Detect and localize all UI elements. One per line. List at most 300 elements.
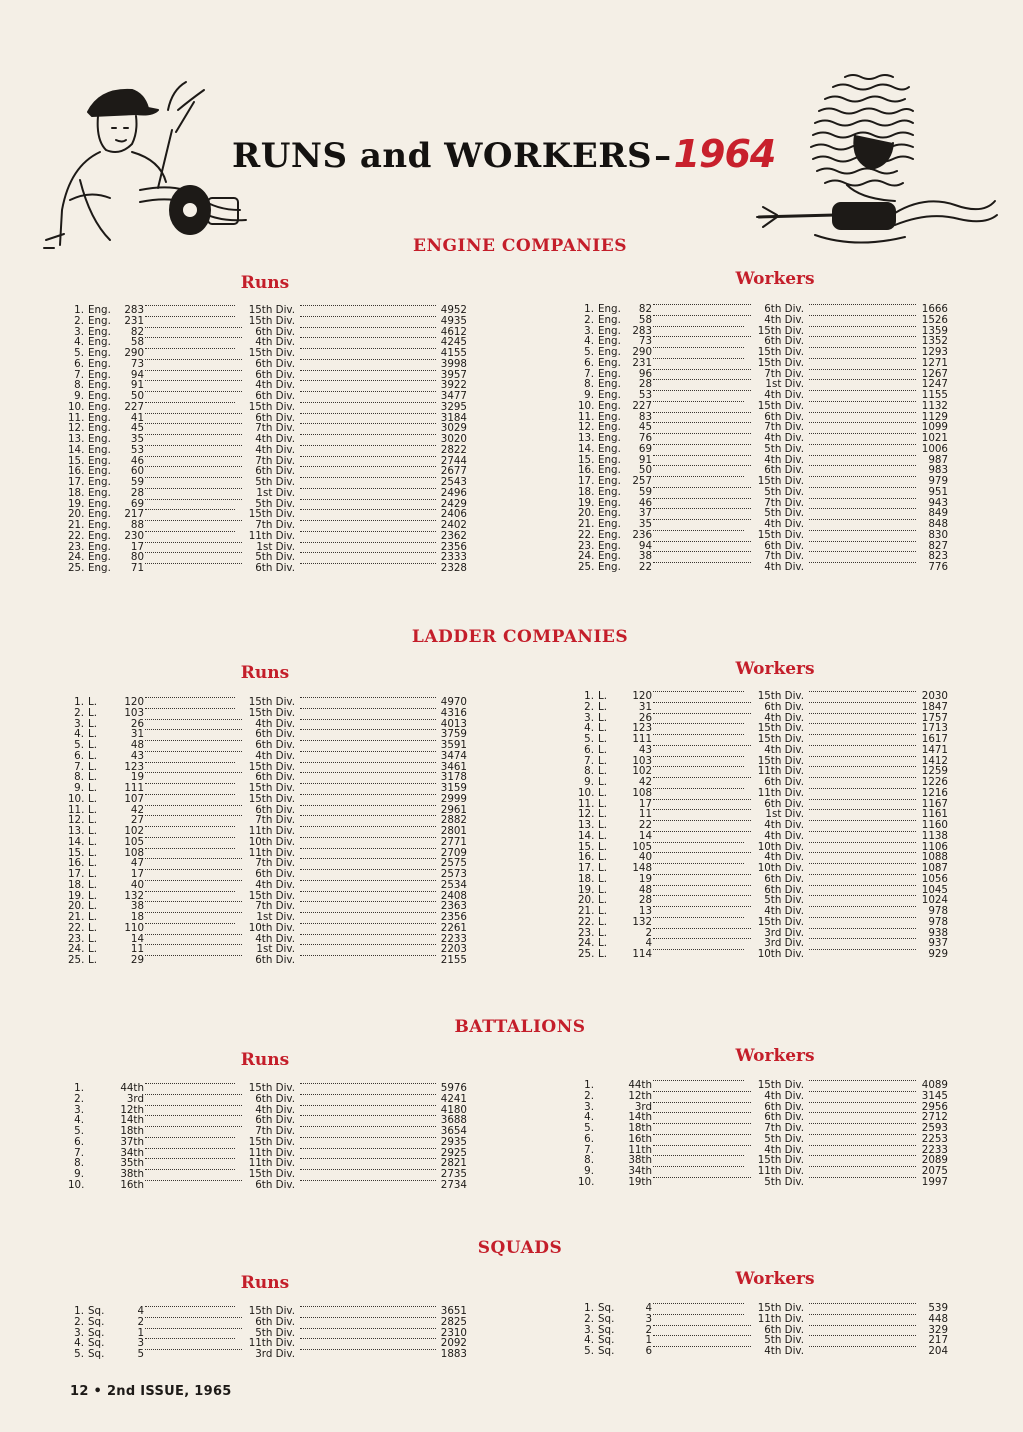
division: 11th Div.: [248, 825, 295, 837]
rank: 9.: [74, 1168, 84, 1180]
rank: 19.: [68, 497, 85, 510]
unit-type: Eng.: [88, 336, 111, 349]
dot-leader: [145, 1094, 242, 1095]
division: 15th Div.: [248, 400, 295, 413]
company-number: 103: [632, 754, 652, 767]
title-main: RUNS and WORKERS: [232, 136, 653, 176]
runs-count: 2356: [440, 911, 467, 923]
dot-leader: [653, 745, 751, 746]
dot-leader: [653, 412, 751, 413]
unit-type: Eng.: [88, 314, 111, 327]
dot-leader: [809, 831, 916, 832]
division: 6th Div.: [764, 872, 804, 885]
squads-runs-heading: Runs: [240, 1273, 290, 1293]
runs-count: 2744: [440, 454, 467, 467]
company-number: 45: [130, 422, 144, 435]
dot-leader: [653, 1145, 751, 1146]
table-row: [578, 799, 948, 810]
unit-type: L.: [88, 728, 98, 741]
company-number: 110: [124, 921, 144, 934]
dot-leader: [653, 465, 751, 466]
company-number: 44th: [628, 1079, 652, 1091]
division: 4th Div.: [255, 878, 295, 891]
workers-count: 448: [928, 1312, 948, 1325]
unit-type: Eng.: [88, 400, 111, 413]
division: 5th Div.: [255, 551, 295, 564]
dot-leader: [809, 1145, 916, 1146]
dot-leader: [809, 369, 916, 370]
company-number: 88: [130, 519, 144, 531]
unit-type: L.: [88, 739, 98, 751]
unit-type: L.: [598, 840, 608, 853]
company-number: 123: [124, 760, 144, 773]
dot-leader: [300, 805, 436, 806]
unit-type: Eng.: [598, 346, 621, 358]
dot-leader: [653, 756, 744, 757]
division: 6th Div.: [255, 954, 295, 966]
dot-leader: [809, 852, 916, 853]
company-number: 50: [638, 464, 652, 477]
rank: 5.: [74, 1348, 84, 1360]
dot-leader: [653, 809, 751, 810]
unit-type: Eng.: [88, 411, 111, 424]
unit-type: Eng.: [598, 421, 621, 434]
division: 6th Div.: [764, 1100, 804, 1113]
dot-leader: [653, 315, 751, 316]
dot-leader: [300, 762, 436, 763]
dot-leader: [809, 777, 916, 778]
workers-count: 1088: [921, 851, 948, 864]
table-row: [578, 304, 948, 315]
rank: 18.: [68, 486, 85, 499]
dot-leader: [145, 1317, 242, 1318]
rank: 20.: [68, 508, 85, 521]
company-number: 17: [130, 540, 144, 553]
rank: 24.: [68, 551, 85, 564]
unit-type: L.: [88, 749, 98, 762]
dot-leader: [300, 944, 436, 945]
dot-leader: [809, 723, 916, 724]
runs-count: 3159: [440, 782, 467, 794]
dot-leader: [653, 369, 751, 370]
dot-leader: [809, 433, 916, 434]
rank: 5.: [584, 733, 594, 745]
rank: 4.: [584, 1111, 594, 1124]
division: 10th Div.: [248, 835, 295, 848]
rank: 11.: [68, 803, 85, 816]
division: 6th Div.: [255, 368, 295, 381]
rank: 6.: [584, 356, 594, 369]
division: 6th Div.: [255, 728, 295, 741]
battalions-runs-table: [68, 1083, 467, 1191]
dot-leader: [145, 402, 235, 403]
ladder-workers-table: [578, 691, 948, 960]
division: 15th Div.: [757, 733, 804, 745]
workers-count: 1099: [921, 421, 948, 434]
workers-count: 2593: [921, 1122, 948, 1134]
dot-leader: [653, 1346, 751, 1347]
company-number: 230: [124, 529, 144, 542]
runs-count: 2429: [440, 497, 467, 510]
company-number: 26: [130, 717, 144, 730]
dot-leader: [300, 466, 436, 467]
unit-type: L.: [88, 921, 98, 934]
unit-type: Eng.: [598, 432, 621, 444]
table-row: [578, 541, 948, 552]
company-number: 28: [638, 894, 652, 907]
dot-leader: [145, 477, 242, 478]
division: 4th Div.: [764, 851, 804, 864]
runs-count: 2310: [440, 1326, 467, 1339]
division: 11th Div.: [248, 1146, 295, 1159]
dot-leader: [145, 1105, 242, 1106]
division: 6th Div.: [764, 1323, 804, 1336]
rank: 21.: [68, 519, 85, 531]
runs-count: 4155: [440, 347, 467, 359]
dot-leader: [145, 891, 235, 892]
rank: 2.: [74, 1315, 84, 1328]
company-number: 40: [130, 878, 144, 891]
division: 15th Div.: [757, 722, 804, 735]
division: 6th Div.: [255, 357, 295, 370]
workers-count: 938: [928, 926, 948, 939]
division: 15th Div.: [248, 760, 295, 773]
dot-leader: [653, 476, 744, 477]
dot-leader: [653, 487, 751, 488]
dot-leader: [300, 1148, 436, 1149]
rank: 8.: [74, 1157, 84, 1170]
unit-type: Sq.: [88, 1337, 105, 1350]
division: 1st Div.: [256, 911, 295, 923]
company-number: 13: [638, 905, 652, 917]
dot-leader: [300, 370, 436, 371]
division: 4th Div.: [255, 749, 295, 762]
division: 15th Div.: [757, 1079, 804, 1091]
dot-leader: [809, 562, 916, 563]
workers-count: 2089: [921, 1154, 948, 1167]
company-number: 43: [130, 749, 144, 762]
runs-count: 2735: [440, 1168, 467, 1180]
table-row: [68, 488, 467, 499]
dot-leader: [809, 1123, 916, 1124]
company-number: 76: [638, 432, 652, 444]
dot-leader: [653, 874, 751, 875]
company-number: 44th: [120, 1082, 144, 1094]
workers-count: 1160: [921, 819, 948, 831]
table-row: [578, 1335, 948, 1346]
rank: 1.: [584, 1079, 594, 1091]
dot-leader: [145, 1328, 242, 1329]
workers-count: 1259: [921, 765, 948, 778]
division: 15th Div.: [757, 1154, 804, 1167]
engine-workers-table: [578, 304, 948, 573]
company-number: 120: [124, 696, 144, 708]
company-number: 257: [632, 475, 652, 487]
rank: 17.: [68, 868, 85, 880]
division: 4th Div.: [764, 819, 804, 831]
dot-leader: [300, 1126, 436, 1127]
runs-count: 2362: [440, 529, 467, 542]
company-number: 18th: [628, 1122, 652, 1134]
dot-leader: [809, 917, 916, 918]
workers-count: 1352: [921, 335, 948, 348]
rank: 2.: [584, 1312, 594, 1325]
company-number: 94: [130, 368, 144, 381]
engine-workers-heading: Workers: [735, 269, 815, 289]
company-number: 3: [645, 1312, 652, 1325]
unit-type: L.: [598, 883, 608, 896]
table-row: [578, 412, 948, 423]
workers-count: 2233: [921, 1143, 948, 1156]
rank: 4.: [584, 722, 594, 735]
unit-type: L.: [598, 808, 608, 821]
runs-count: 3651: [440, 1305, 467, 1317]
unit-type: L.: [88, 889, 98, 902]
dot-leader: [300, 488, 436, 489]
rank: 7.: [584, 1143, 594, 1156]
dot-leader: [145, 359, 242, 360]
battalions-workers-heading: Workers: [735, 1046, 815, 1066]
dot-leader: [653, 1123, 751, 1124]
company-number: 132: [632, 915, 652, 928]
division: 6th Div.: [255, 325, 295, 338]
runs-count: 2999: [440, 792, 467, 805]
dot-leader: [145, 762, 235, 763]
rank: 25.: [68, 954, 85, 966]
company-number: 4: [137, 1305, 144, 1317]
company-number: 19th: [628, 1175, 652, 1188]
dot-leader: [300, 858, 436, 859]
division: 15th Div.: [248, 1135, 295, 1148]
dot-leader: [653, 530, 744, 531]
rank: 4.: [74, 728, 84, 741]
rank: 5.: [74, 1125, 84, 1137]
rank: 25.: [578, 948, 595, 960]
company-number: 48: [130, 739, 144, 751]
dot-leader: [653, 949, 744, 950]
runs-count: 4970: [440, 696, 467, 708]
company-number: 16th: [120, 1178, 144, 1191]
dot-leader: [145, 531, 235, 532]
unit-type: Eng.: [88, 454, 111, 467]
ladder-runs-table: [68, 697, 467, 966]
division: 6th Div.: [255, 771, 295, 784]
dot-leader: [300, 740, 436, 741]
division: 15th Div.: [248, 706, 295, 719]
dot-leader: [145, 912, 242, 913]
unit-type: Eng.: [88, 529, 111, 542]
dot-leader: [145, 456, 242, 457]
dot-leader: [145, 563, 242, 564]
table-row: [578, 508, 948, 519]
rank: 7.: [584, 754, 594, 767]
rank: 22.: [68, 529, 85, 542]
rank: 10.: [68, 1178, 85, 1191]
dot-leader: [300, 509, 436, 510]
dot-leader: [300, 1338, 436, 1339]
unit-type: Eng.: [88, 304, 111, 316]
dot-leader: [653, 358, 744, 359]
company-number: 46: [638, 496, 652, 509]
division: 7th Div.: [255, 454, 295, 467]
dot-leader: [653, 551, 751, 552]
company-number: 83: [638, 410, 652, 423]
unit-type: Eng.: [88, 368, 111, 381]
unit-type: L.: [88, 868, 98, 880]
division: 7th Div.: [764, 496, 804, 509]
unit-type: L.: [88, 717, 98, 730]
rank: 3.: [74, 1103, 84, 1116]
rank: 22.: [578, 915, 595, 928]
dot-leader: [809, 422, 916, 423]
company-number: 2: [137, 1315, 144, 1328]
unit-type: L.: [88, 900, 98, 913]
workers-count: 830: [928, 528, 948, 541]
division: 15th Div.: [248, 792, 295, 805]
unit-type: Eng.: [88, 443, 111, 456]
title-year: 1964: [673, 132, 776, 176]
table-row: [578, 734, 948, 745]
company-number: 27: [130, 814, 144, 827]
company-number: 45: [638, 421, 652, 434]
dot-leader: [145, 1115, 242, 1116]
dot-leader: [653, 401, 744, 402]
dot-leader: [653, 820, 751, 821]
runs-count: 3654: [440, 1125, 467, 1137]
division: 6th Div.: [255, 1114, 295, 1127]
company-number: 123: [632, 722, 652, 735]
dot-leader: [300, 1180, 436, 1181]
rank: 23.: [578, 539, 595, 552]
dot-leader: [145, 772, 242, 773]
runs-count: 2822: [440, 443, 467, 456]
squads-section-title: SQUADS: [477, 1238, 563, 1258]
company-number: 59: [638, 485, 652, 498]
table-row: [68, 402, 467, 413]
unit-type: Eng.: [88, 562, 111, 574]
unit-type: Sq.: [88, 1305, 105, 1317]
division: 11th Div.: [248, 1157, 295, 1170]
division: 1st Div.: [765, 378, 804, 391]
rank: 16.: [578, 464, 595, 477]
division: 11th Div.: [248, 1337, 295, 1350]
unit-type: Eng.: [598, 464, 621, 477]
unit-type: Eng.: [598, 367, 621, 380]
division: 1st Div.: [765, 808, 804, 821]
rank: 3.: [584, 711, 594, 724]
dot-leader: [300, 934, 436, 935]
dot-leader: [300, 552, 436, 553]
dot-leader: [809, 809, 916, 810]
unit-type: Eng.: [88, 519, 111, 531]
dot-leader: [809, 906, 916, 907]
unit-type: Eng.: [598, 324, 621, 337]
dot-leader: [145, 1126, 242, 1127]
table-row: [578, 1177, 948, 1188]
engine-runs-table: [68, 305, 467, 574]
table-row: [68, 794, 467, 805]
dot-leader: [145, 826, 235, 827]
table-row: [68, 880, 467, 891]
rank: 12.: [68, 814, 85, 827]
division: 6th Div.: [255, 411, 295, 424]
dot-leader: [653, 917, 744, 918]
rank: 6.: [74, 357, 84, 370]
division: 11th Div.: [757, 1165, 804, 1177]
dot-leader: [300, 359, 436, 360]
rank: 14.: [578, 442, 595, 455]
workers-count: 2956: [921, 1100, 948, 1113]
division: 15th Div.: [757, 399, 804, 412]
unit-type: L.: [88, 835, 98, 848]
dot-leader: [653, 1314, 744, 1315]
table-row: [68, 1180, 467, 1191]
division: 5th Div.: [764, 507, 804, 520]
table-row: [578, 369, 948, 380]
dot-leader: [300, 423, 436, 424]
dot-leader: [300, 923, 436, 924]
unit-type: L.: [88, 857, 98, 870]
runs-count: 2961: [440, 803, 467, 816]
dot-leader: [809, 766, 916, 767]
division: 6th Div.: [255, 739, 295, 751]
company-number: 14th: [628, 1111, 652, 1124]
dot-leader: [145, 1180, 242, 1181]
dot-leader: [809, 401, 916, 402]
rank: 10.: [578, 1175, 595, 1188]
workers-count: 1056: [921, 872, 948, 885]
dot-leader: [653, 422, 751, 423]
company-number: 108: [632, 786, 652, 799]
dot-leader: [653, 1177, 751, 1178]
dot-leader: [809, 756, 916, 757]
unit-type: Eng.: [88, 379, 111, 392]
rank: 4.: [74, 1337, 84, 1350]
page-footer: 12 • 2nd ISSUE, 1965: [70, 1384, 232, 1399]
rank: 17.: [578, 475, 595, 487]
dot-leader: [809, 551, 916, 552]
table-row: [578, 551, 948, 562]
dot-leader: [145, 697, 235, 698]
workers-count: 204: [928, 1345, 948, 1357]
rank: 7.: [74, 1146, 84, 1159]
division: 7th Div.: [764, 367, 804, 380]
rank: 2.: [74, 706, 84, 719]
runs-count: 2363: [440, 900, 467, 913]
unit-type: Sq.: [88, 1326, 105, 1339]
division: 6th Div.: [255, 1092, 295, 1105]
dot-leader: [145, 1148, 235, 1149]
company-number: 283: [632, 324, 652, 337]
company-number: 103: [124, 706, 144, 719]
division: 4th Div.: [764, 313, 804, 326]
runs-count: 2935: [440, 1135, 467, 1148]
rank: 21.: [578, 905, 595, 917]
dot-leader: [653, 1134, 751, 1135]
company-number: 31: [638, 700, 652, 713]
division: 6th Div.: [764, 464, 804, 477]
rank: 3.: [74, 1326, 84, 1339]
dot-leader: [300, 445, 436, 446]
runs-count: 3184: [440, 411, 467, 424]
division: 10th Div.: [757, 948, 804, 960]
unit-type: Eng.: [88, 551, 111, 564]
dot-leader: [809, 1166, 916, 1167]
workers-count: 848: [928, 518, 948, 530]
rank: 9.: [584, 776, 594, 788]
company-number: 26: [638, 711, 652, 724]
division: 15th Div.: [757, 356, 804, 369]
